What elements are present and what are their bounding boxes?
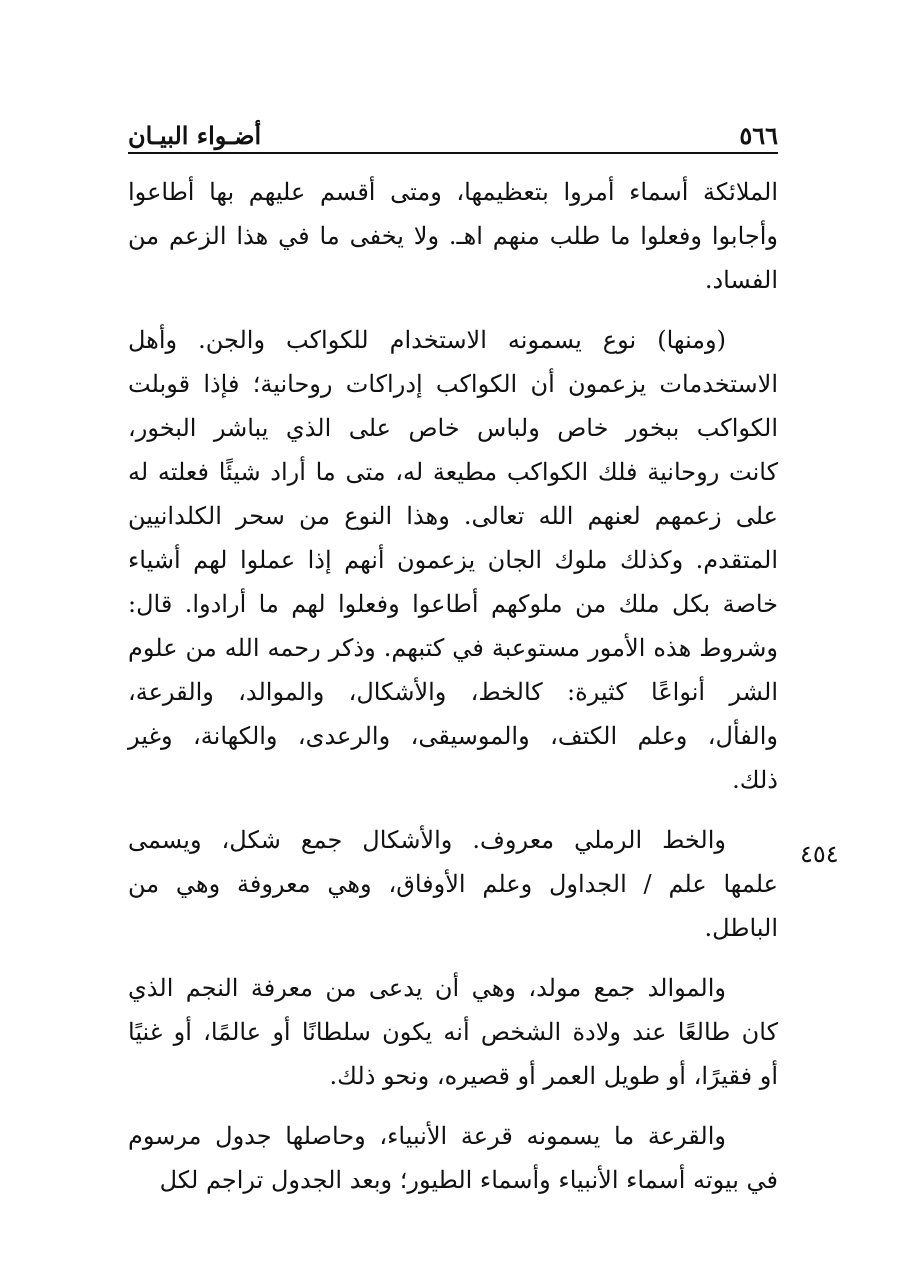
text-line: وشروط هذه الأمور مستوعبة في كتبهم. وذكر رحمه الله من علوم (128, 634, 778, 662)
text-line: الاستخدمات يزعمون أن الكواكب إدراكات روحانية؛ فإذا قوبلت (128, 370, 778, 398)
text-line: والموالد جمع مولد، وهي أن يدعى من معرفة النجم الذي (128, 974, 726, 1002)
paragraph (128, 170, 778, 302)
page-body (128, 170, 778, 1218)
page-header (128, 110, 778, 150)
text-line: (ومنها) نوع يسمونه الاستخدام للكواكب والجن. وأهل (128, 326, 726, 354)
text-line: المتقدم. وكذلك ملوك الجان يزعمون أنهم إذا عملوا لهم أشياء (128, 546, 778, 574)
margin-page-marker: ٤٥٤ (800, 840, 839, 868)
text-line: والقرعة ما يسمونه قرعة الأنبياء، وحاصلها جدول مرسوم (128, 1122, 726, 1150)
text-line: كان طالعًا عند ولادة الشخص أنه يكون سلطانًا أو عالمًا، أو غنيًا (128, 1018, 779, 1046)
text-line: والفأل، وعلم الكتف، والموسيقى، والرعدى، والكهانة، وغير (128, 722, 778, 750)
paragraph (128, 818, 778, 950)
text-line: ذلك. (732, 766, 778, 794)
header-rule (128, 152, 778, 154)
text-line: أو فقيرًا، أو طويل العمر أو قصيره، ونحو ذلك. (329, 1062, 778, 1090)
text-line: كانت روحانية فلك الكواكب مطيعة له، متى ما أراد شيئًا فعلته له (128, 458, 778, 486)
paragraph (128, 318, 778, 802)
text-line: الفساد. (704, 266, 778, 294)
text-line: على زعمهم لعنهم الله تعالى. وهذا النوع من سحر الكلدانيين (128, 502, 778, 530)
paragraph (128, 966, 778, 1098)
text-line: الباطل. (704, 914, 778, 942)
text-line: والخط الرملي معروف. والأشكال جمع شكل، ويسمى (128, 826, 726, 854)
text-line: الكواكب ببخور خاص ولباس خاص على الذي يباشر البخور، (128, 414, 778, 442)
page-number: ٥٦٦ (739, 121, 778, 150)
text-line: في بيوته أسماء الأنبياء وأسماء الطيور؛ وبعد الجدول تراجم لكل (159, 1166, 778, 1194)
text-line: وأجابوا وفعلوا ما طلب منهم اهـ. ولا يخفى ما في هذا الزعم من (128, 222, 778, 250)
paragraph (128, 1114, 778, 1202)
text-line: الملائكة أسماء أمروا بتعظيمها، ومتى أقسم عليهم بها أطاعوا (128, 178, 778, 206)
text-line: خاصة بكل ملك من ملوكهم أطاعوا وفعلوا لهم ما أرادوا. قال: (128, 590, 778, 618)
text-line: علمها علم / الجداول وعلم الأوفاق، وهي معروفة وهي من (128, 870, 778, 898)
text-line: الشر أنواعًا كثيرة: كالخط، والأشكال، والموالد، والقرعة، (128, 678, 778, 706)
book-title: أضـواء البيـان (128, 121, 262, 150)
